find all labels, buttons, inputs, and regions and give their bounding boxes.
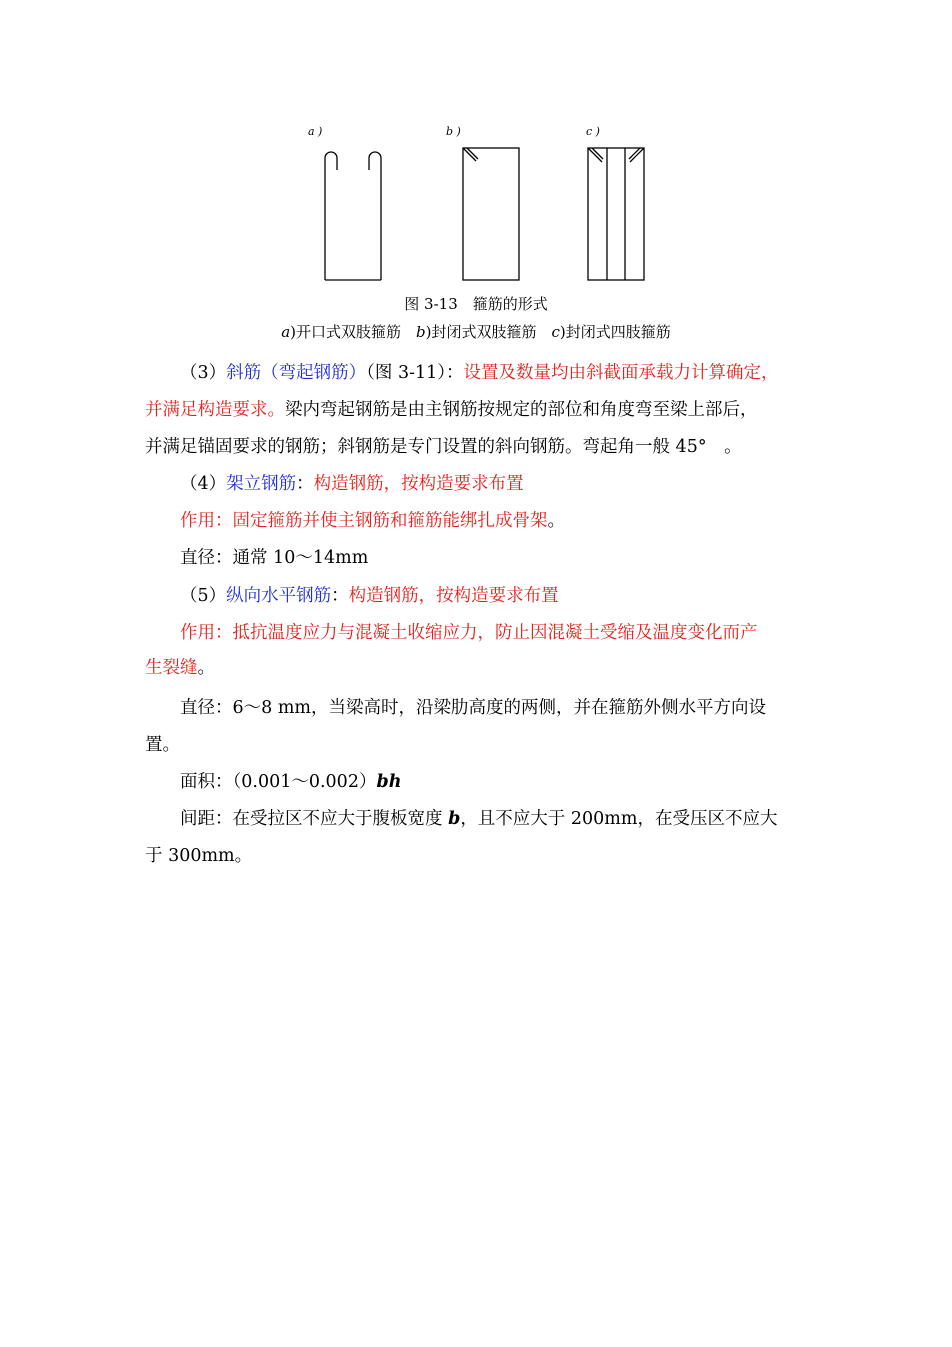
item5-use-1: 作用：抵抗温度应力与混凝土收缩应力，防止因混凝土受缩及温度变化而产 <box>180 623 758 643</box>
item5-area-var: bh <box>376 772 402 792</box>
item4-num: （4） <box>180 474 227 494</box>
item5-colon: ： <box>331 586 349 606</box>
item3-desc-1: 梁内弯起钢筋是由主钢筋按规定的部位和角度弯至梁上部后， <box>285 400 758 420</box>
item4-desc: 构造钢筋，按构造要求布置 <box>313 474 524 494</box>
item5-num: （5） <box>180 586 227 606</box>
item5-spacing-var: b <box>448 809 461 829</box>
item3-line1 <box>145 360 815 386</box>
sub-c-letter: c <box>551 323 560 341</box>
closed-four-leg-stirrup <box>588 148 644 280</box>
item3-num: （3） <box>180 363 227 383</box>
panel-c-label: c ) <box>586 125 600 138</box>
item5-diameter-2: 置。 <box>145 735 180 755</box>
sub-a-letter: a <box>281 323 291 341</box>
item5-area <box>145 769 815 795</box>
item5-use-2 <box>145 655 815 681</box>
sub-b-text: )封闭式双肢箍筋 <box>425 323 537 341</box>
item3-line3: 并满足锚固要求的钢筋；斜钢筋是专门设置的斜向钢筋。弯起角一般 45° 。 <box>145 437 742 457</box>
item5-spacing-1b: ，且不应大于 200mm，在受压区不应大 <box>460 809 778 829</box>
item5-spacing-1 <box>145 806 815 832</box>
item5-line1 <box>145 583 815 609</box>
item5-spacing-1a: 间距：在受拉区不应大于腹板宽度 <box>180 809 449 829</box>
item3-req-1: 设置及数量均由斜截面承载力计算确定， <box>463 363 779 383</box>
item5-spacing-2: 于 300mm。 <box>145 846 253 866</box>
item4-use-text: 作用：固定箍筋并使主钢筋和箍筋能绑扎成骨架 <box>180 511 548 531</box>
closed-double-leg-stirrup <box>463 148 519 280</box>
item4-colon: ： <box>296 474 314 494</box>
item5-term: 纵向水平钢筋 <box>226 586 332 606</box>
item5-diameter-1: 直径：6～8 mm，当梁高时，沿梁肋高度的两侧，并在箍筋外侧水平方向设 <box>180 698 767 718</box>
sub-a-text: )开口式双肢箍筋 <box>290 323 402 341</box>
item5-area-prefix: 面积：（0.001～0.002） <box>180 772 377 792</box>
item3-line2 <box>145 397 815 423</box>
item3-ref: （图 3-11）： <box>366 363 464 383</box>
item5-use-end: 。 <box>197 658 215 678</box>
item3-term: 斜筋（弯起钢筋） <box>226 363 367 383</box>
item4-use <box>145 508 815 534</box>
panel-b-label: b ) <box>446 125 461 138</box>
item4-line1 <box>145 471 815 497</box>
item5-desc: 构造钢筋，按构造要求布置 <box>348 586 559 606</box>
item4-term: 架立钢筋 <box>226 474 297 494</box>
item5-use-2-text: 生裂缝 <box>145 658 198 678</box>
panel-a-label: a ) <box>308 125 323 138</box>
item3-req-2: 并满足构造要求。 <box>145 400 285 420</box>
open-double-leg-stirrup <box>325 152 381 280</box>
figure-subcaption <box>0 322 952 342</box>
stirrup-forms-figure <box>300 118 660 290</box>
sub-b-letter: b <box>416 323 426 341</box>
sub-c-text: )封闭式四肢箍筋 <box>559 323 671 341</box>
item4-use-end: 。 <box>547 511 565 531</box>
item4-diameter: 直径：通常 10～14mm <box>180 548 369 568</box>
figure-title: 图 3-13 箍筋的形式 <box>404 295 548 313</box>
